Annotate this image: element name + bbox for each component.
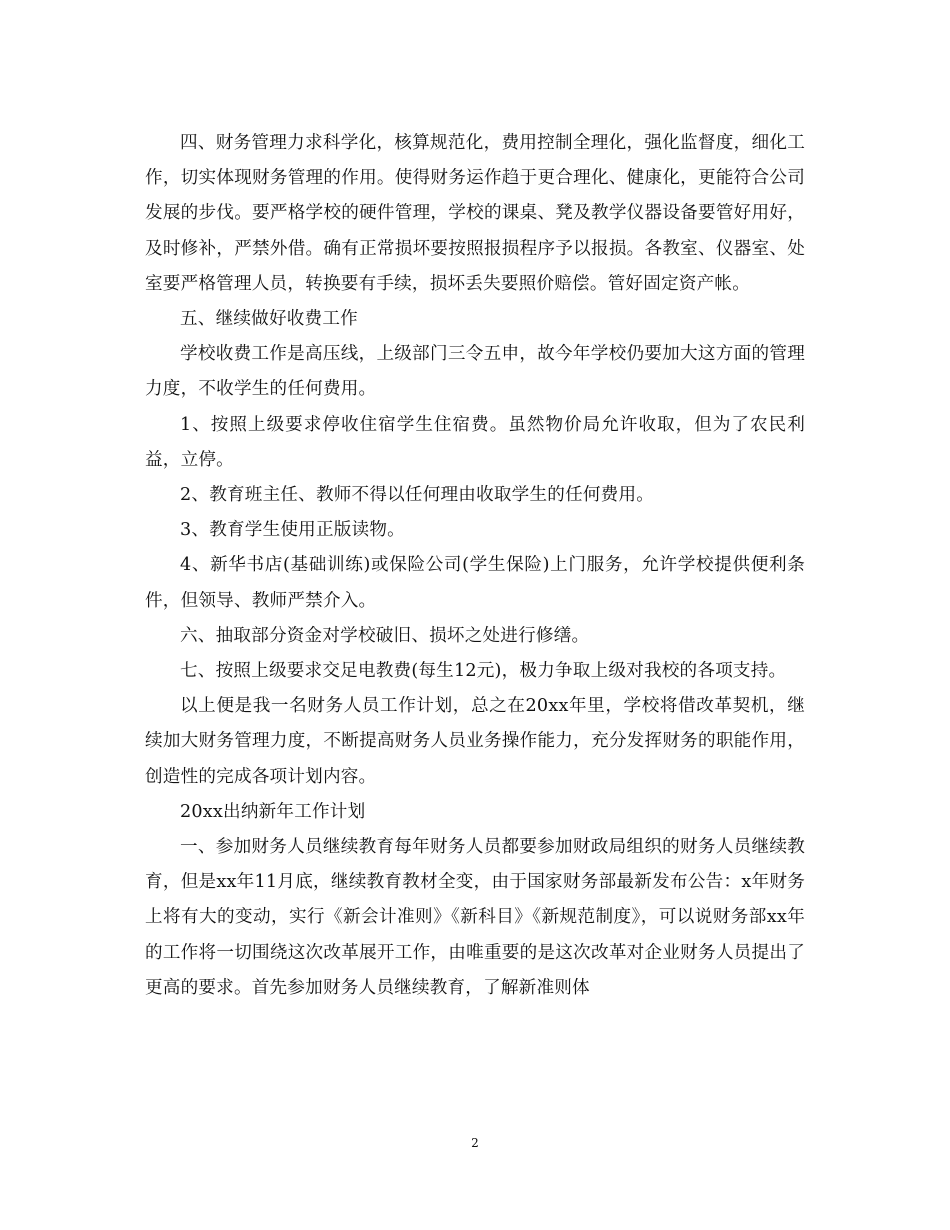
paragraph: 四、财务管理力求科学化，核算规范化，费用控制全理化，强化监督度，细化工作，切实体现财务管理的作用。使得财务运作趋于更合理化、健康化，更能符合公司发展的步伐。要严格学校的硬件管理，学校的课桌、凳及教学仪器设备要管好用好，及时修补，严禁外借。确有正常损坏要按照报损程序予以报损。各教室、仪器室、处室要严格管理人员，转换要有手续，损坏丢失要照价赔偿。管好固定资产帐。 [145, 133, 805, 294]
paragraph: 学校收费工作是高压线，上级部门三令五申，故今年学校仍要加大这方面的管理力度，不收学生的任何费用。 [145, 344, 805, 400]
section-heading: 五、继续做好收费工作 [180, 309, 358, 330]
list-item: 3、教育学生使用正版读物。 [180, 520, 405, 541]
list-item: 4、新华书店(基础训练)或保险公司(学生保险)上门服务，允许学校提供便利条件，但领导、教师严禁介入。 [145, 555, 805, 611]
list-item: 1、按照上级要求停收住宿学生住宿费。虽然物价局允许收取，但为了农民利益，立停。 [145, 414, 805, 470]
paragraph: 以上便是我一名财务人员工作计划，总之在20xx年里，学校将借改革契机，继续加大财务管理力度，不断提高财务人员业务操作能力，充分发挥财务的职能作用，创造性的完成各项计划内容。 [145, 696, 805, 787]
section-title: 20xx出纳新年工作计划 [180, 801, 366, 822]
paragraph: 六、抽取部分资金对学校破旧、损坏之处进行修缮。 [180, 625, 590, 646]
paragraph: 一、参加财务人员继续教育每年财务人员都要参加财政局组织的财务人员继续教育，但是xx年11月底，继续教育教材全变，由于国家财务部最新发布公告：x年财务上将有大的变动，实行《新会计准则》《新科目》《新规范制度》，可以说财务部xx年的工作将一切围绕这次改革展开工作，由唯重要的是这次改革对企业财务人员提出了更高的要求。首先参加财务人员继续教育，了解新准则体 [145, 837, 805, 998]
document-body [145, 126, 805, 1006]
list-item: 2、教育班主任、教师不得以任何理由收取学生的任何费用。 [180, 485, 655, 506]
page-number: 2 [471, 1136, 479, 1150]
paragraph: 七、按照上级要求交足电教费(每生12元)，极力争取上级对我校的各项支持。 [180, 661, 787, 682]
